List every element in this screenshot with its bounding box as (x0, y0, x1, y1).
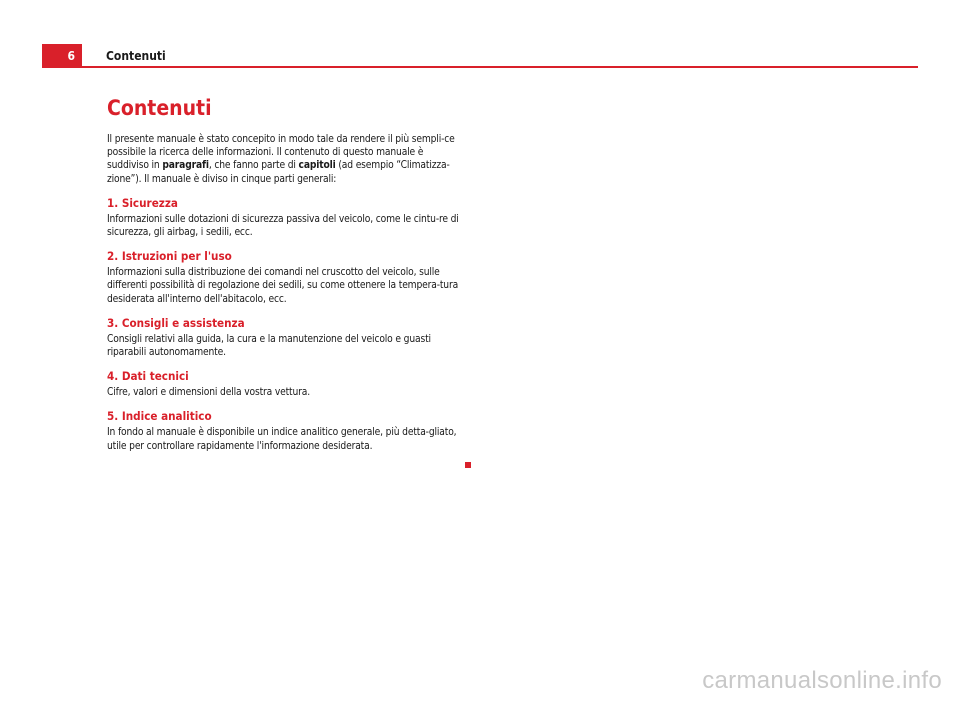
intro-text-3: (ad esempio “Climatizza-zione”). Il manuale è diviso in cinque parti generali: (107, 160, 450, 185)
section-text-dati-tecnici: Cifre, valori e dimensioni della vostra vettura. (107, 387, 310, 399)
section-heading-consigli: 3. Consigli e assistenza (107, 315, 245, 330)
section-heading-dati-tecnici: 4. Dati tecnici (107, 369, 189, 384)
intro-text-1: Il presente manuale è stato concepito in modo tale da rendere il più sempli-ce possibile la ricerca delle informazioni. Il contenuto di questo manuale è suddiviso in (107, 134, 455, 172)
intro-paragraph (107, 133, 467, 186)
section-text-istruzioni: Informazioni sulla distribuzione dei comandi nel cruscotto del veicolo, sulle differenti possibilità di regolazione dei sedili, su come ottenere la tempera-tura desiderata all'interno dell'abitacolo, ecc. (107, 267, 459, 305)
page-title: Contenuti (107, 96, 212, 120)
section-heading-sicurezza: 1. Sicurezza (107, 195, 178, 210)
section-text-sicurezza: Informazioni sulle dotazioni di sicurezza passiva del veicolo, come le cintu-re di sicurezza, gli airbag, i sedili, ecc. (107, 213, 459, 239)
page-header (42, 44, 918, 68)
end-of-section-mark (465, 462, 471, 468)
intro-bold-capitoli: capitoli (298, 160, 336, 172)
section-text-consigli: Consigli relativi alla guida, la cura e la manutenzione del veicolo e guasti riparabili autonomamente. (107, 333, 431, 359)
page-number: 6 (42, 44, 82, 66)
intro-bold-paragrafi: paragrafi (162, 160, 209, 172)
running-header-title: Contenuti (106, 49, 166, 63)
section-heading-istruzioni: 2. Istruzioni per l'uso (107, 249, 232, 264)
section-heading-indice: 5. Indice analitico (107, 409, 212, 424)
header-rule (42, 66, 918, 68)
intro-text-2: , che fanno parte di (208, 160, 299, 172)
section-text-indice: In fondo al manuale è disponibile un indice analitico generale, più detta-gliato, utile per controllare rapidamente l'informazione desiderata. (107, 427, 457, 452)
main-content (107, 94, 467, 453)
watermark: carmanualsonline.info (702, 667, 942, 694)
